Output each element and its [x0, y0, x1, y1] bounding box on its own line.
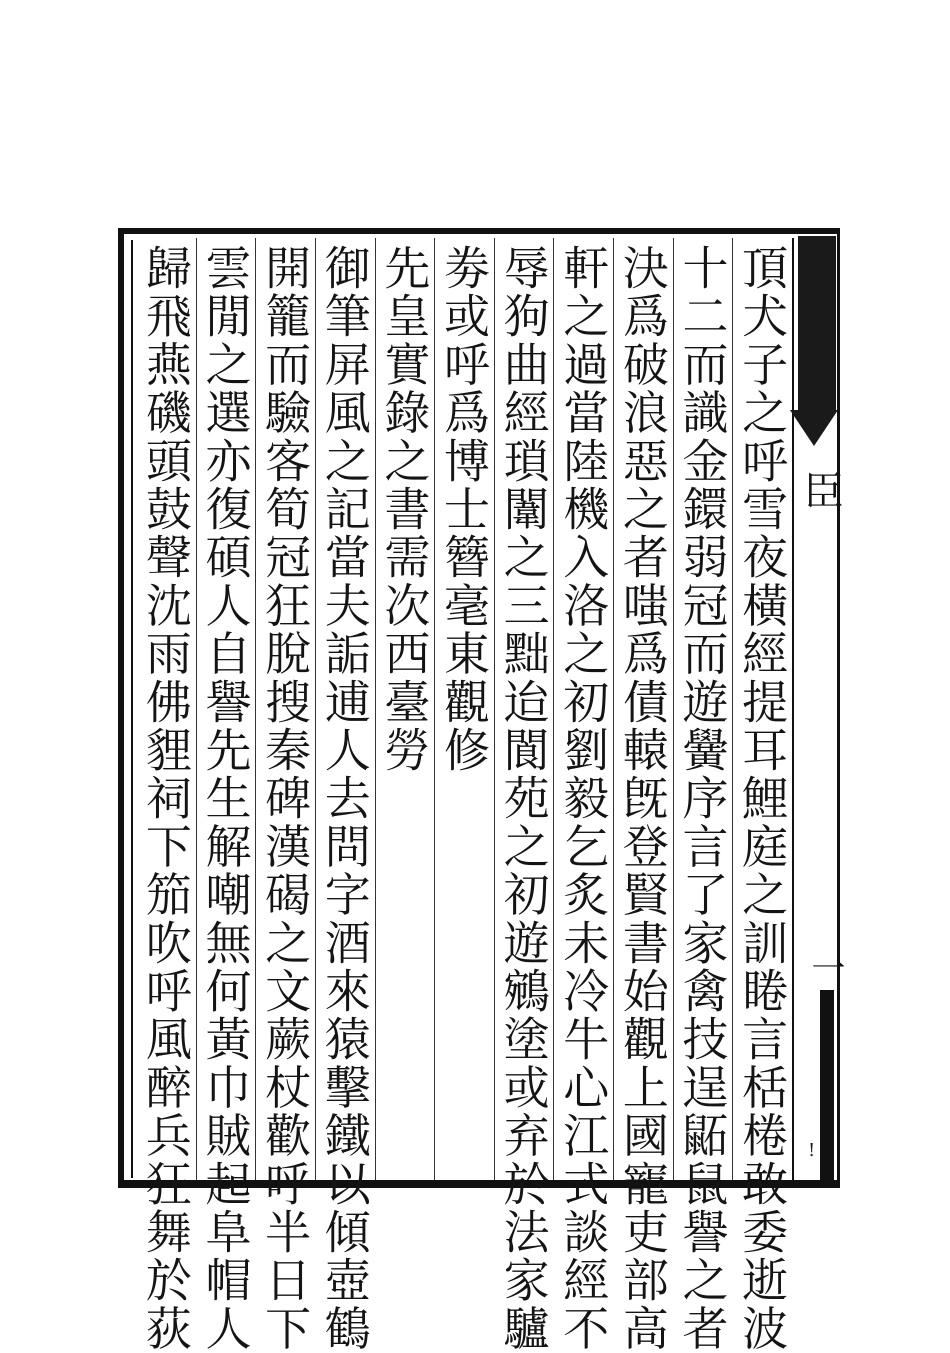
text-column-2: 十二而識金鐶弱冠而遊黌序言了家禽技逞鼫鼠譽之者	[675, 244, 730, 1353]
text-column-8: 御筆屏風之記當夫詬逋人去問字酒來猿擊鐵以傾壺鶴	[317, 244, 372, 1353]
fish-tail-notch	[790, 410, 838, 446]
text-column-3: 決爲破浪惡之者嗤爲債轅旣登賢書始觀上國寵吏部高	[615, 244, 670, 1353]
text-column-5: 辱狗曲經瑣闈之三黜迨閬苑之初遊鵷塗或弃於法家驢	[496, 244, 551, 1353]
column-rule	[613, 238, 614, 1180]
column-rule	[434, 238, 435, 1180]
text-column-7: 先皇實錄之書需次西臺勞	[377, 244, 432, 775]
column-rule	[553, 238, 554, 1180]
spine-bar	[820, 990, 834, 1180]
fish-tail-block	[798, 236, 836, 411]
text-column-11: 歸飛燕磯頭鼓聲沈雨佛貍祠下笳吹呼風醉兵狂舞於荻	[138, 244, 193, 1353]
frame-inner-rule	[131, 240, 133, 1178]
text-column-9: 開籠而驗客筍冠狂脫搜秦碑漢碣之文蕨杖歡呼半日下	[258, 244, 313, 1353]
column-rule	[732, 238, 733, 1180]
text-column-1: 頂犬子之呼雪夜橫經提耳鯉庭之訓睠言栝棬敢委逝波	[735, 244, 790, 1353]
text-column-4: 軒之過當陸機入洛之初劉毅乞炙未冷牛心江式談經不	[556, 244, 611, 1353]
spine-title: 臣	[797, 470, 843, 510]
column-rule	[255, 238, 256, 1180]
spine-mark: !	[808, 1140, 816, 1161]
text-column-10: 雲閒之選亦復碩人自譽先生解嘲無何黃巾賊起阜帽人	[198, 244, 253, 1353]
spine-page-number: 一	[805, 950, 845, 984]
text-column-6: 劵或呼爲博士簪毫東觀修	[437, 244, 491, 775]
